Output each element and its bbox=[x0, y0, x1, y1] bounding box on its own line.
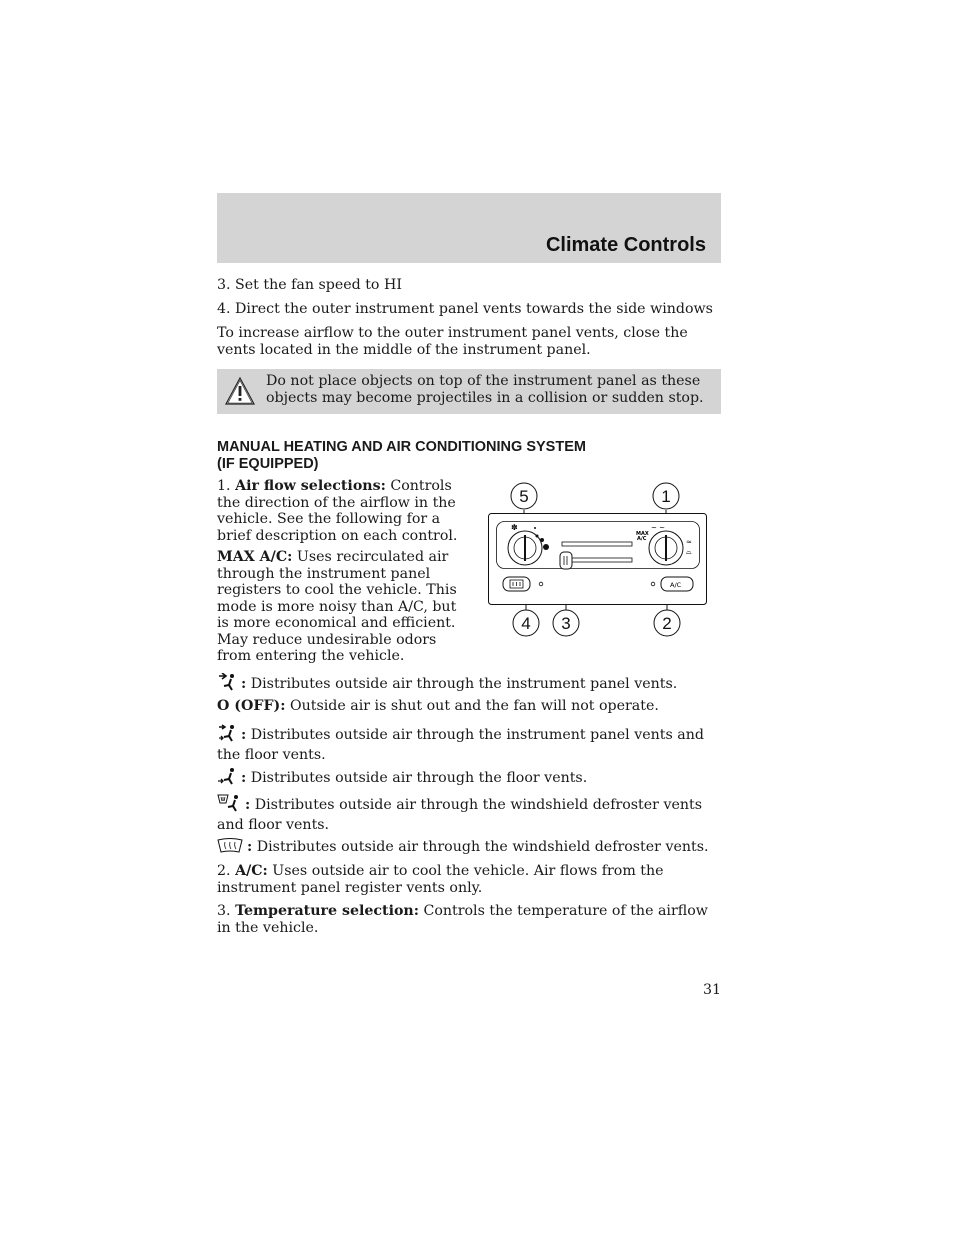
max-ac-term: MAX A/C: bbox=[217, 549, 293, 565]
item-2-text: Uses outside air to cool the vehicle. Air flows from the instrument panel register vents only. bbox=[217, 863, 664, 896]
mode-panel-sep: : bbox=[241, 676, 247, 692]
callout-2: 2 bbox=[662, 614, 672, 633]
mode-panel-floor bbox=[217, 724, 721, 763]
warning-triangle-icon bbox=[224, 376, 256, 410]
mode-off-term: O (OFF): bbox=[217, 698, 286, 714]
mode-floor bbox=[217, 767, 721, 790]
step-4: 4. Direct the outer instrument panel vents towards the side windows bbox=[217, 301, 713, 317]
item-3-text: Controls the temperature of the airflow in the vehicle. bbox=[217, 903, 708, 936]
mode-panel-text: Distributes outside air through the instrument panel vents. bbox=[250, 676, 678, 692]
item-1-text: Controls the direction of the airflow in the vehicle. See the following for a brief description on each control. bbox=[217, 478, 458, 544]
panel-floor-vent-icon bbox=[217, 724, 237, 747]
page-title: Climate Controls bbox=[545, 234, 706, 256]
section-heading-line1: MANUAL HEATING AND AIR CONDITIONING SYSTEM bbox=[217, 439, 586, 455]
mode-floor-sep: : bbox=[241, 770, 247, 786]
mode-panel bbox=[217, 673, 721, 696]
mode-defrost-sep: : bbox=[247, 839, 253, 855]
item-3-number: 3. bbox=[217, 903, 231, 919]
item-3 bbox=[217, 903, 721, 936]
floor-vent-icon bbox=[217, 767, 237, 790]
mode-floor-defrost bbox=[217, 794, 721, 833]
svg-text:✽: ✽ bbox=[511, 523, 518, 532]
item-2-number: 2. bbox=[217, 863, 231, 879]
item-1-term: Air flow selections: bbox=[235, 478, 386, 494]
rear-defrost-button[interactable] bbox=[503, 577, 530, 591]
panel-vent-icon bbox=[217, 673, 237, 696]
page-number: 31 bbox=[702, 982, 721, 998]
item-3-term: Temperature selection: bbox=[235, 903, 419, 919]
mode-off bbox=[217, 698, 721, 715]
callout-5: 5 bbox=[519, 487, 529, 506]
svg-text:⌓: ⌓ bbox=[686, 548, 692, 556]
svg-text:≈: ≈ bbox=[686, 538, 692, 546]
mode-floor-defrost-sep: : bbox=[245, 797, 251, 813]
mode-defrost bbox=[217, 838, 721, 859]
defrost-icon bbox=[217, 838, 243, 859]
right-knob-icon bbox=[649, 531, 683, 565]
warning-box bbox=[217, 369, 721, 414]
section-heading-line2: (IF EQUIPPED) bbox=[217, 455, 319, 472]
item-2 bbox=[217, 863, 721, 896]
item-1 bbox=[217, 478, 469, 544]
control-panel-diagram bbox=[487, 482, 709, 646]
max-ac-paragraph bbox=[217, 549, 469, 665]
section-heading bbox=[217, 439, 721, 472]
mode-panel-floor-text: Distributes outside air through the instrument panel vents and the floor vents. bbox=[217, 727, 704, 763]
callout-3: 3 bbox=[561, 614, 571, 633]
ac-button-label: A/C bbox=[670, 581, 682, 589]
ac-button[interactable] bbox=[661, 577, 693, 591]
mode-floor-text: Distributes outside air through the floor vents. bbox=[250, 770, 588, 786]
floor-defrost-icon bbox=[217, 794, 241, 817]
mode-off-text: Outside air is shut out and the fan will not operate. bbox=[289, 698, 659, 714]
airflow-note: To increase airflow to the outer instrument panel vents, close the vents located in the middle of the instrument panel. bbox=[217, 325, 688, 358]
max-label-2: A/C bbox=[637, 536, 647, 542]
max-label-1: MAX bbox=[636, 531, 649, 537]
callout-4: 4 bbox=[521, 614, 531, 633]
step-3: 3. Set the fan speed to HI bbox=[217, 277, 402, 293]
callout-1: 1 bbox=[661, 487, 671, 506]
mode-floor-defrost-text: Distributes outside air through the windshield defroster vents and floor vents. bbox=[217, 797, 702, 833]
warning-text: Do not place objects on top of the instrument panel as these objects may become projectiles in a collision or sudden stop. bbox=[266, 373, 704, 406]
mode-defrost-text: Distributes outside air through the windshield defroster vents. bbox=[256, 839, 709, 855]
max-ac-text: Uses recirculated air through the instrument panel registers to cool the vehicle. This mode is more noisy than A/C, but is more economical and efficient. May reduce undesirable odors from entering the vehicle. bbox=[217, 549, 457, 664]
item-2-term: A/C: bbox=[235, 863, 268, 879]
mode-panel-floor-sep: : bbox=[241, 727, 247, 743]
header-band bbox=[217, 193, 721, 263]
svg-text:~ ~: ~ ~ bbox=[651, 524, 665, 532]
item-1-number: 1. bbox=[217, 478, 231, 494]
